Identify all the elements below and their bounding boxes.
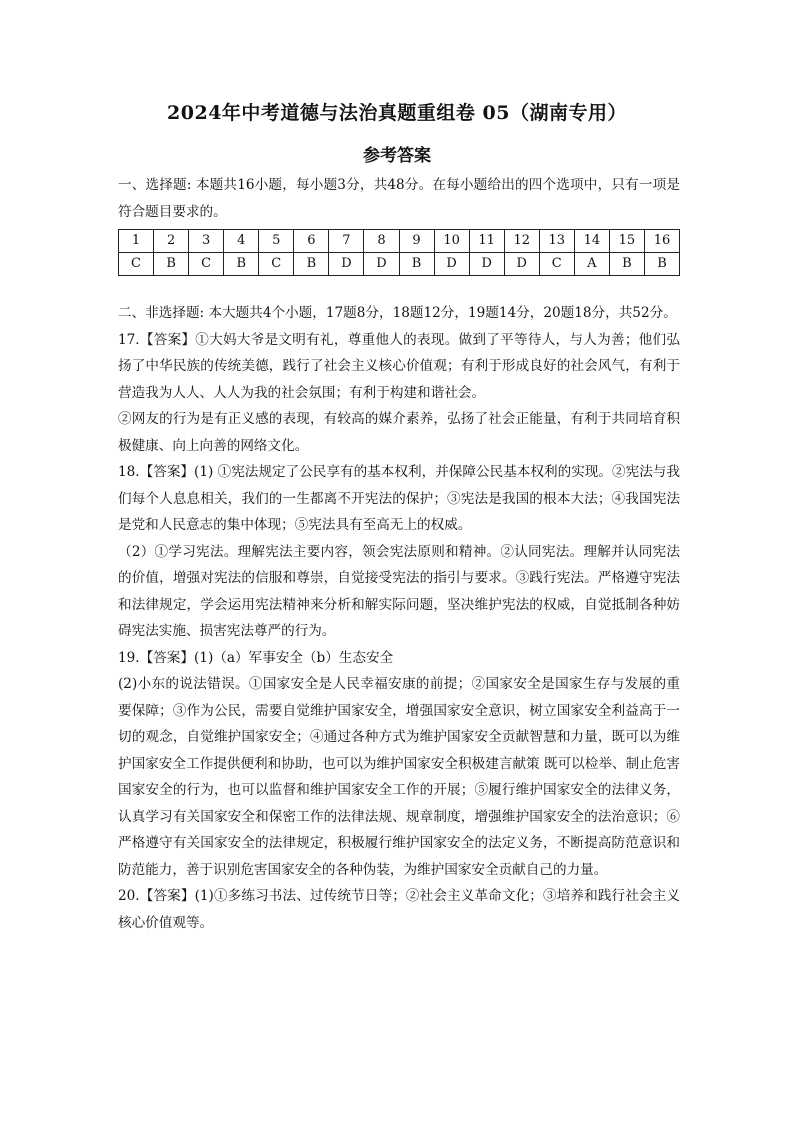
- answer-table-number-row: [119, 230, 680, 253]
- answer-letter: B: [154, 253, 189, 276]
- answer-letter: B: [644, 253, 679, 276]
- question-number: 12: [504, 230, 539, 253]
- answer-table: [118, 229, 680, 276]
- question-number: 13: [539, 230, 574, 253]
- answer-letter: D: [469, 253, 504, 276]
- answer-content: [118, 172, 680, 936]
- answer-paragraph-19-part2: (2)小东的说法错误。①国家安全是人民幸福安康的前提；②国家安全是国家生存与发展的重要保障；③作为公民，需要自觉维护国家安全，增强国家安全意识，树立国家安全利益高于一切的观念，自觉维护国家安全；④通过各种方式为维护国家安全贡献智慧和力量，既可以为维护国家安全工作提供便利和协助，也可以为维护国家安全积极建言献策 既可以检举、制止危害国家安全的行为，也可以监督和维护国家安全工作的开展；⑤履行维护国家安全的法律义务，认真学习有关国家安全和保密工作的法律法规、规章制度，增强维护国家安全的法治意识；⑥严格遵守有关国家安全的法律规定，积极履行维护国家安全的法定义务，不断提高防范意识和防范能力，善于识别危害国家安全的各种伪装，为维护国家安全贡献自己的力量。: [118, 676, 680, 878]
- answer-letter: A: [574, 253, 609, 276]
- answer-letter: C: [189, 253, 224, 276]
- answer-letter: C: [539, 253, 574, 276]
- question-number: 5: [259, 230, 294, 253]
- question-number: 3: [189, 230, 224, 253]
- answer-paragraph-18-part2: （2）①学习宪法。理解宪法主要内容，领会宪法原则和精神。②认同宪法。理解并认同宪法的价值，增强对宪法的信服和尊崇，自觉接受宪法的指引与要求。③践行宪法。严格遵守宪法和法律规定，学会运用宪法精神来分析和解实际问题，坚决维护宪法的权威，自觉抵制各种妨碍宪法实施、损害宪法尊严的行为。: [118, 543, 680, 639]
- answer-table-answer-row: [119, 253, 680, 276]
- question-number: 10: [434, 230, 469, 253]
- section1-heading: 一、选择题: 本题共16小题，每小题3分，共48分。在每小题给出的四个选项中，只有一项是符合题目要求的。: [118, 177, 680, 220]
- answer-letter: D: [504, 253, 539, 276]
- question-number: 4: [224, 230, 259, 253]
- question-number: 6: [294, 230, 329, 253]
- answer-letter: D: [364, 253, 399, 276]
- question-number: 15: [609, 230, 644, 253]
- answer-paragraph-17: 17.【答案】①大妈大爷是文明有礼，尊重他人的表现。做到了平等待人，与人为善；他们弘扬了中华民族的传统美德，践行了社会主义核心价值观；有利于形成良好的社会风气，有利于营造我为人人、人人为我的社会氛围；有利于构建和谐社会。: [118, 331, 680, 401]
- answer-paragraph-18: 18.【答案】(1) ①宪法规定了公民享有的基本权利，并保障公民基本权利的实现。②宪法与我们每个人息息相关，我们的一生都离不开宪法的保护；③宪法是我国的根本大法；④我国宪法是党和人民意志的集中体现；⑤宪法具有至高无上的权威。: [118, 464, 680, 533]
- answer-letter: C: [119, 253, 154, 276]
- question-number: 2: [154, 230, 189, 253]
- answer-letter: C: [259, 253, 294, 276]
- page-title: 2024年中考道德与法治真题重组卷 05（湖南专用）: [167, 102, 627, 124]
- question-number: 16: [644, 230, 679, 253]
- answer-letter: B: [399, 253, 434, 276]
- question-number: 7: [329, 230, 364, 253]
- answer-letter: D: [329, 253, 364, 276]
- question-number: 11: [469, 230, 504, 253]
- question-number: 14: [574, 230, 609, 253]
- section2-heading: 二、非选择题: 本大题共4个小题，17题8分，18题12分，19题14分，20题18分，共52分。: [118, 305, 677, 321]
- answer-letter: B: [294, 253, 329, 276]
- question-number: 1: [119, 230, 154, 253]
- answer-letter: B: [224, 253, 259, 276]
- answer-paragraph-20: 20.【答案】(1)①多练习书法、过传统节日等；②社会主义革命文化；③培养和践行社会主义核心价值观等。: [118, 888, 680, 931]
- answer-letter: D: [434, 253, 469, 276]
- answer-paragraph-19: 19.【答案】(1)（a）军事安全（b）生态安全: [118, 649, 394, 666]
- section-spacer: [118, 276, 680, 300]
- answer-letter: B: [609, 253, 644, 276]
- question-number: 8: [364, 230, 399, 253]
- answer-paragraph-17-part2: ②网友的行为是有正义感的表现，有较高的媒介素养，弘扬了社会正能量，有利于共同培育积极健康、向上向善的网络文化。: [118, 411, 680, 454]
- page-subtitle: 参考答案: [363, 146, 431, 166]
- question-number: 9: [399, 230, 434, 253]
